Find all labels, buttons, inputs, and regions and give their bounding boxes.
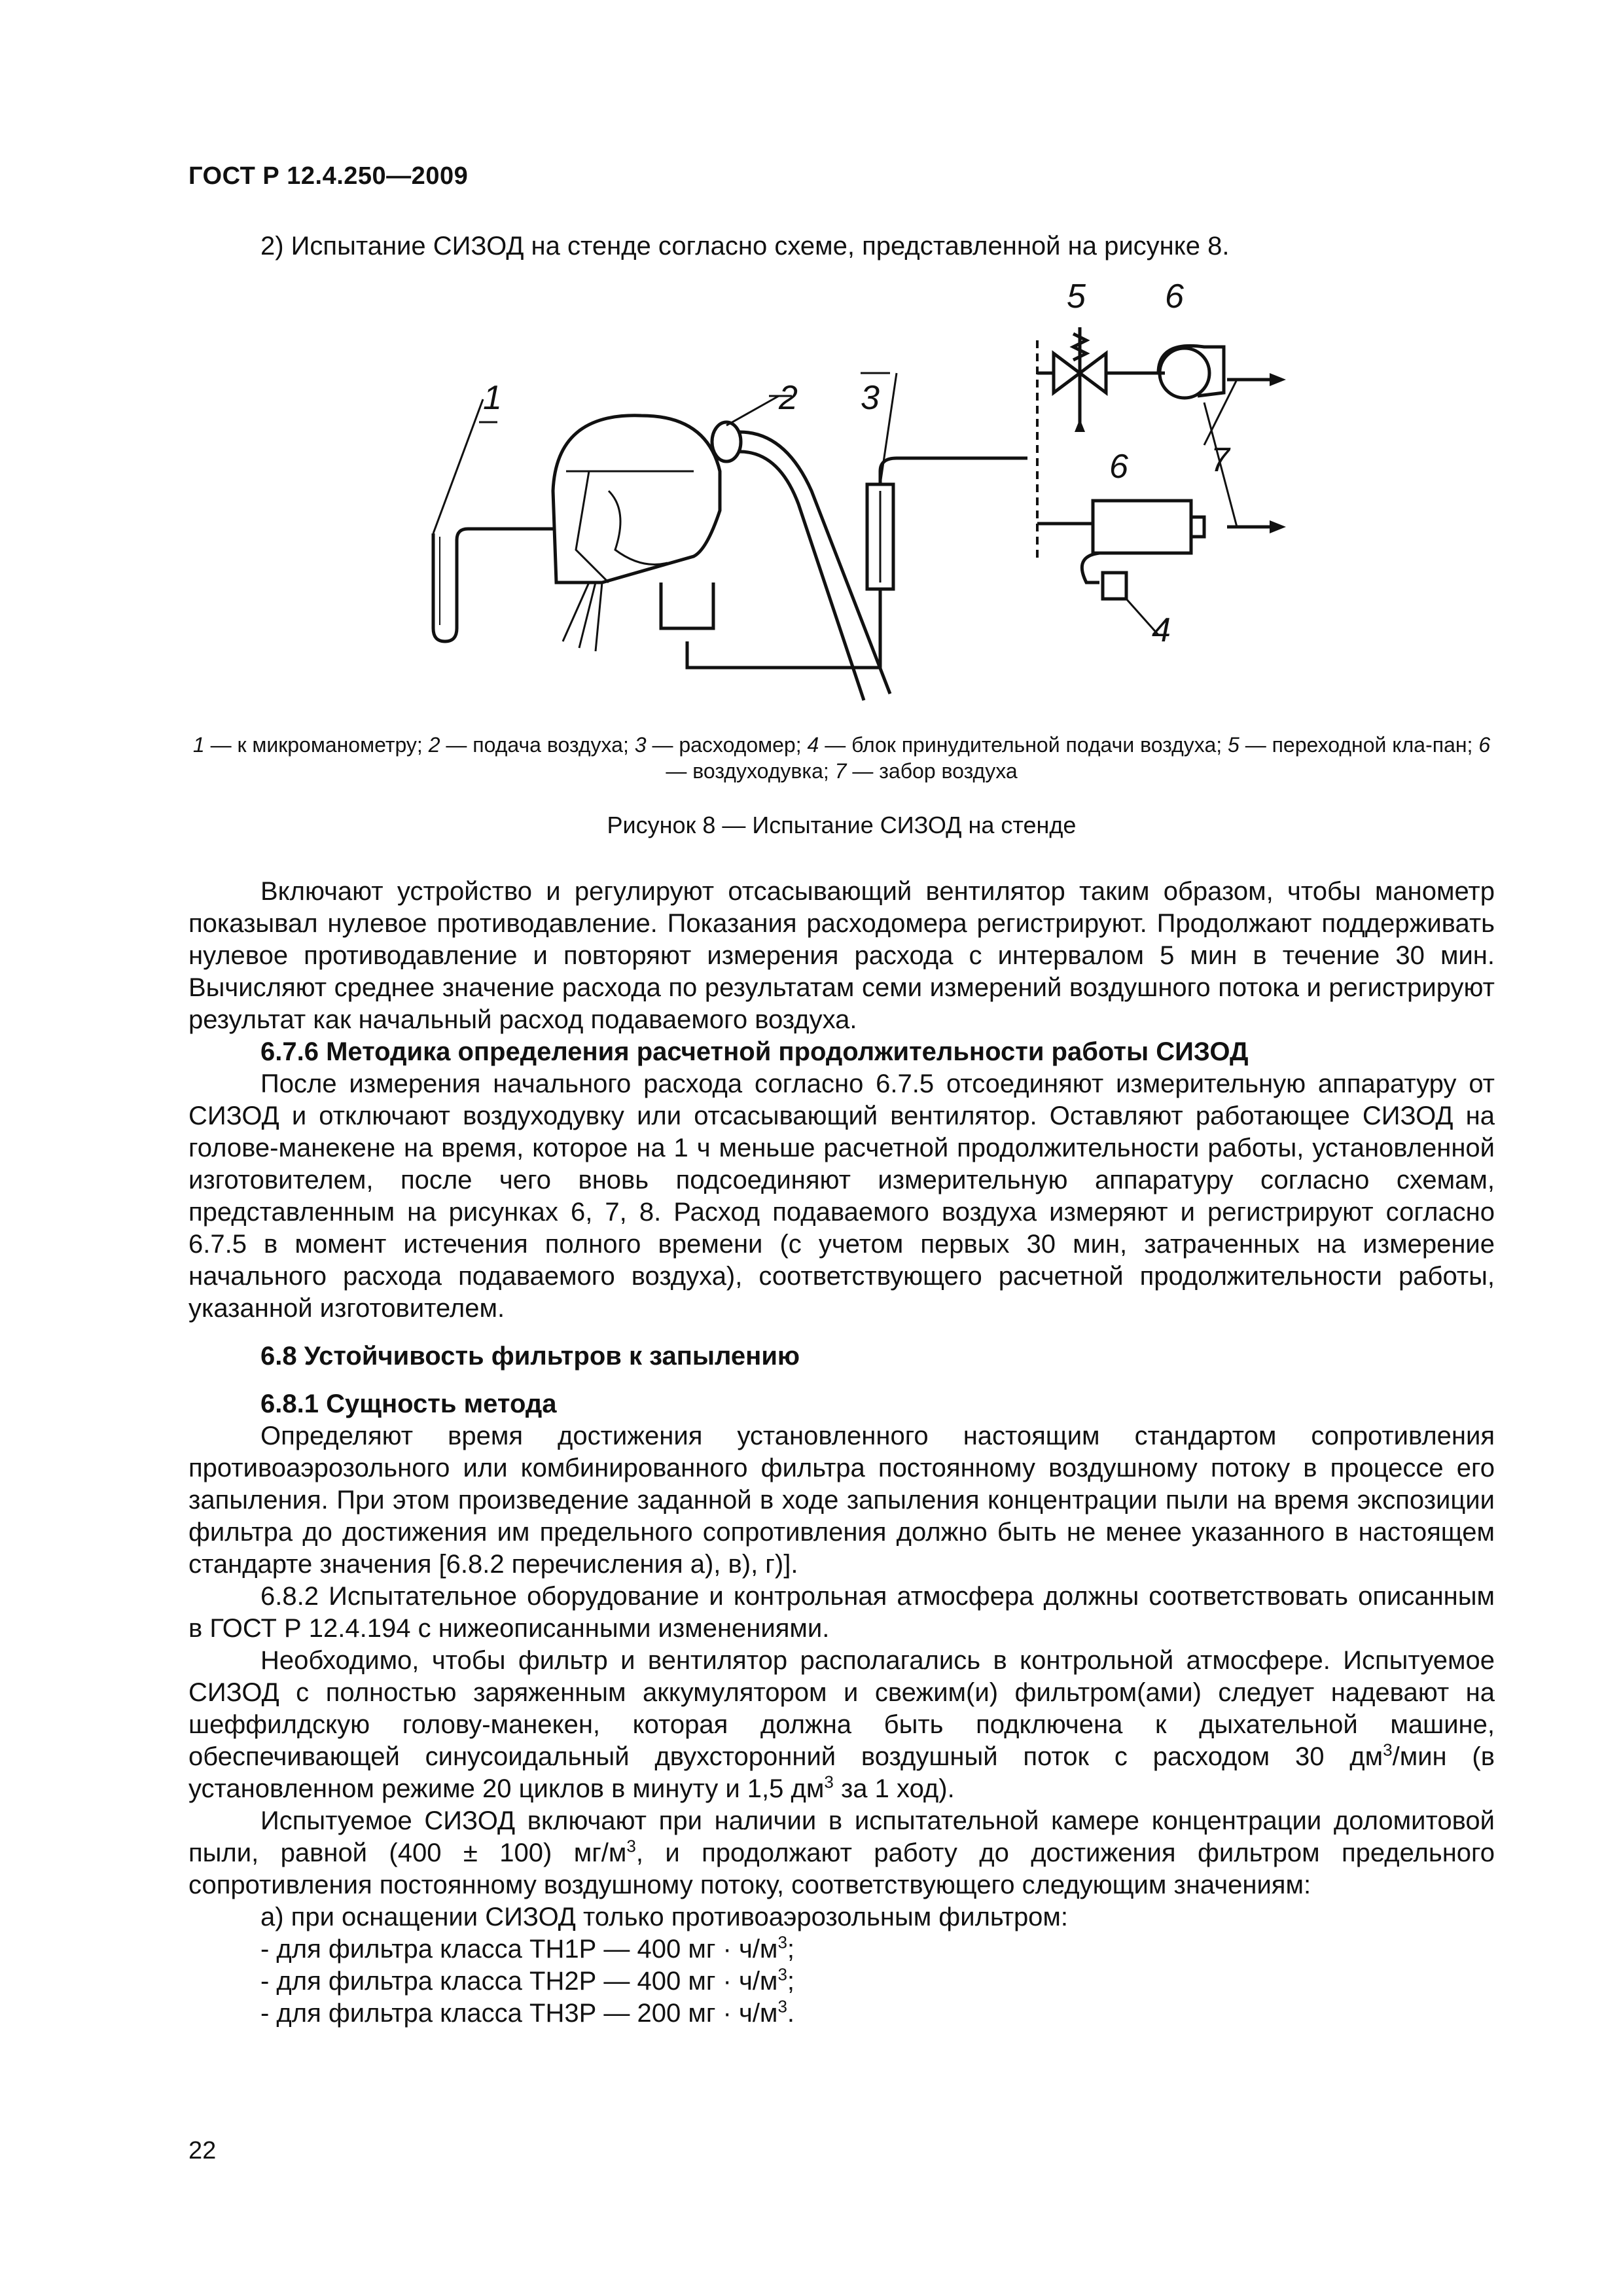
label-5: 5: [1067, 278, 1086, 315]
helmet-neck: [661, 583, 713, 628]
text-span: Испытуемое СИЗОД включают при наличии в испытательной камере концентрации доломитовой пыли, равной (400 ± 100) мг/м: [188, 1806, 1495, 1867]
paragraph: [188, 1645, 1495, 1805]
section-heading-6-7-6: 6.7.6 Методика определения расчетной продолжительности работы СИЗОД: [260, 1037, 1249, 1066]
page-number: 22: [188, 2137, 217, 2164]
air-connector: [712, 422, 741, 461]
page-header: ГОСТ Р 12.4.250—2009: [188, 162, 469, 190]
label-7: 7: [1211, 441, 1230, 479]
paragraph: 6.8.2 Испытательное оборудование и контрольная атмосфера должны соответствовать описанным в ГОСТ Р 12.4.194 с нижеописанными изменениями.: [188, 1582, 1495, 1643]
superscript: 3: [1383, 1740, 1393, 1760]
text-span: Необходимо, чтобы фильтр и вентилятор располагались в контрольной атмосфере. Испытуемое СИЗОД с полностью заряженным аккумулятором и свежим(и) фильтром(ами) следует надевают на шеффилдскую голову-манекен, которая должна быть подключена к дыхательной машине, обеспечивающей синусоидальный двухсторонний воздушный поток с расходом 30 дм: [188, 1646, 1495, 1771]
legend-text: — забор воздуха: [846, 759, 1018, 783]
text-span: за 1 ход).: [833, 1774, 955, 1803]
flowmeter-line: [880, 458, 1027, 484]
paragraph: Определяют время достижения установленного настоящим стандартом сопротивления противоаэрозольного или комбинированного фильтра постоянному воздушному потоку в процессе его запыления. При этом произведение заданной в ходе запыления концентрации пыли на время экспозиции фильтра до достижения им предельного сопротивления должно быть не менее указанного в настоящем стандарте значения [6.8.2 перечисления а), в), г)].: [188, 1422, 1495, 1579]
superscript: 3: [777, 1996, 787, 2017]
label-2: 2: [779, 379, 798, 417]
figure-8: [393, 275, 1309, 713]
blower-top: [1160, 348, 1209, 398]
list-item: [188, 1998, 1495, 2030]
label-3: 3: [861, 379, 880, 417]
legend-text: — переходной кла-пан;: [1239, 733, 1479, 757]
section-heading-6-8-1: 6.8.1 Сущность метода: [260, 1390, 557, 1418]
text-span: , и продолжают работу до достижения фильтром предельного сопротивления постоянному воздушному потоку, соответствующего следующим значениям:: [188, 1839, 1495, 1899]
paragraph: После измерения начального расхода согласно 6.7.5 отсоединяют измерительную аппаратуру от СИЗОД и отключают воздуходувку или отсасывающий вентилятор. Оставляют работающее СИЗОД на голове-манекене на время, которое на 1 ч меньше расчетной продолжительности работы, установленной изготовителем, после чего вновь подсоединяют измерительную аппаратуру согласно схемам, представленным на рисунках 6, 7, 8. Расход подаваемого воздуха измеряют и регистрируют согласно 6.7.5 в момент истечения полного времени (с учетом первых 30 мин, затраченных на измерение начального расхода подаваемого воздуха), соответствующего расчетной продолжительности работы, указанной изготовителем.: [188, 1069, 1495, 1323]
blower-bottom: [1093, 501, 1191, 553]
label-6-bottom: 6: [1109, 448, 1128, 486]
legend-num: 4: [807, 733, 819, 757]
label-4: 4: [1152, 611, 1171, 649]
intro-paragraph: [188, 230, 1495, 262]
list-text: - для фильтра класса ТН1Р — 400 мг · ч/м: [260, 1935, 778, 1964]
list-punct: .: [787, 1999, 795, 2028]
superscript: 3: [824, 1772, 834, 1792]
legend-text: — подача воздуха;: [440, 733, 635, 757]
legend-num: 3: [634, 733, 647, 757]
legend-num: 1: [192, 733, 205, 757]
paragraph: [188, 1805, 1495, 1901]
intro-text: 2) Испытание СИЗОД на стенде согласно схеме, представленной на рисунке 8.: [260, 232, 1230, 260]
legend-num: 5: [1228, 733, 1240, 757]
legend-num: 2: [428, 733, 440, 757]
helmet-shape: [553, 416, 720, 583]
body-text: [188, 876, 1495, 2030]
figure-legend: [188, 732, 1495, 784]
list-item: [188, 1965, 1495, 1998]
superscript: 3: [777, 1932, 787, 1952]
superscript: 3: [626, 1836, 636, 1856]
text-span: /мин (в установленном режиме 20 циклов в минуту и 1,5 дм: [188, 1742, 1495, 1803]
list-text: - для фильтра класса ТН3Р — 200 мг · ч/м: [260, 1999, 778, 2028]
legend-text: — воздуходувка;: [666, 759, 835, 783]
legend-text: — блок принудительной подачи воздуха;: [819, 733, 1228, 757]
legend-num: 7: [834, 759, 847, 783]
legend-text: — расходомер;: [646, 733, 808, 757]
list-item: [188, 1933, 1495, 1965]
figure-title: Рисунок 8 — Испытание СИЗОД на стенде: [607, 812, 1077, 838]
label-6-top: 6: [1165, 278, 1184, 315]
label-1: 1: [483, 379, 502, 417]
superscript: 3: [777, 1964, 787, 1984]
paragraph: Включают устройство и регулируют отсасывающий вентилятор таким образом, чтобы манометр показывал нулевое противодавление. Показания расходомера регистрируют. Продолжают поддерживать нулевое противодавление и повторяют измерения расхода с интервалом 5 мин в течение 30 мин. Вычисляют среднее значение расхода по результатам семи измерений воздушного потока и регистрируют результат как начальный расход подаваемого воздуха.: [188, 877, 1495, 1034]
list-punct: ;: [787, 1967, 795, 1996]
list-intro: а) при оснащении СИЗОД только противоаэрозольным фильтром:: [260, 1903, 1069, 1931]
section-heading-6-8: 6.8 Устойчивость фильтров к запылению: [260, 1342, 800, 1371]
list-text: - для фильтра класса ТН2Р — 400 мг · ч/м: [260, 1967, 778, 1996]
legend-num: 6: [1478, 733, 1491, 757]
forced-air-unit: [1103, 573, 1126, 599]
legend-text: — к микроманометру;: [204, 733, 429, 757]
list-punct: ;: [787, 1935, 795, 1964]
micromanometer-tube: [433, 529, 553, 641]
return-hose: [687, 589, 880, 668]
test-stand-diagram: [393, 275, 1309, 713]
